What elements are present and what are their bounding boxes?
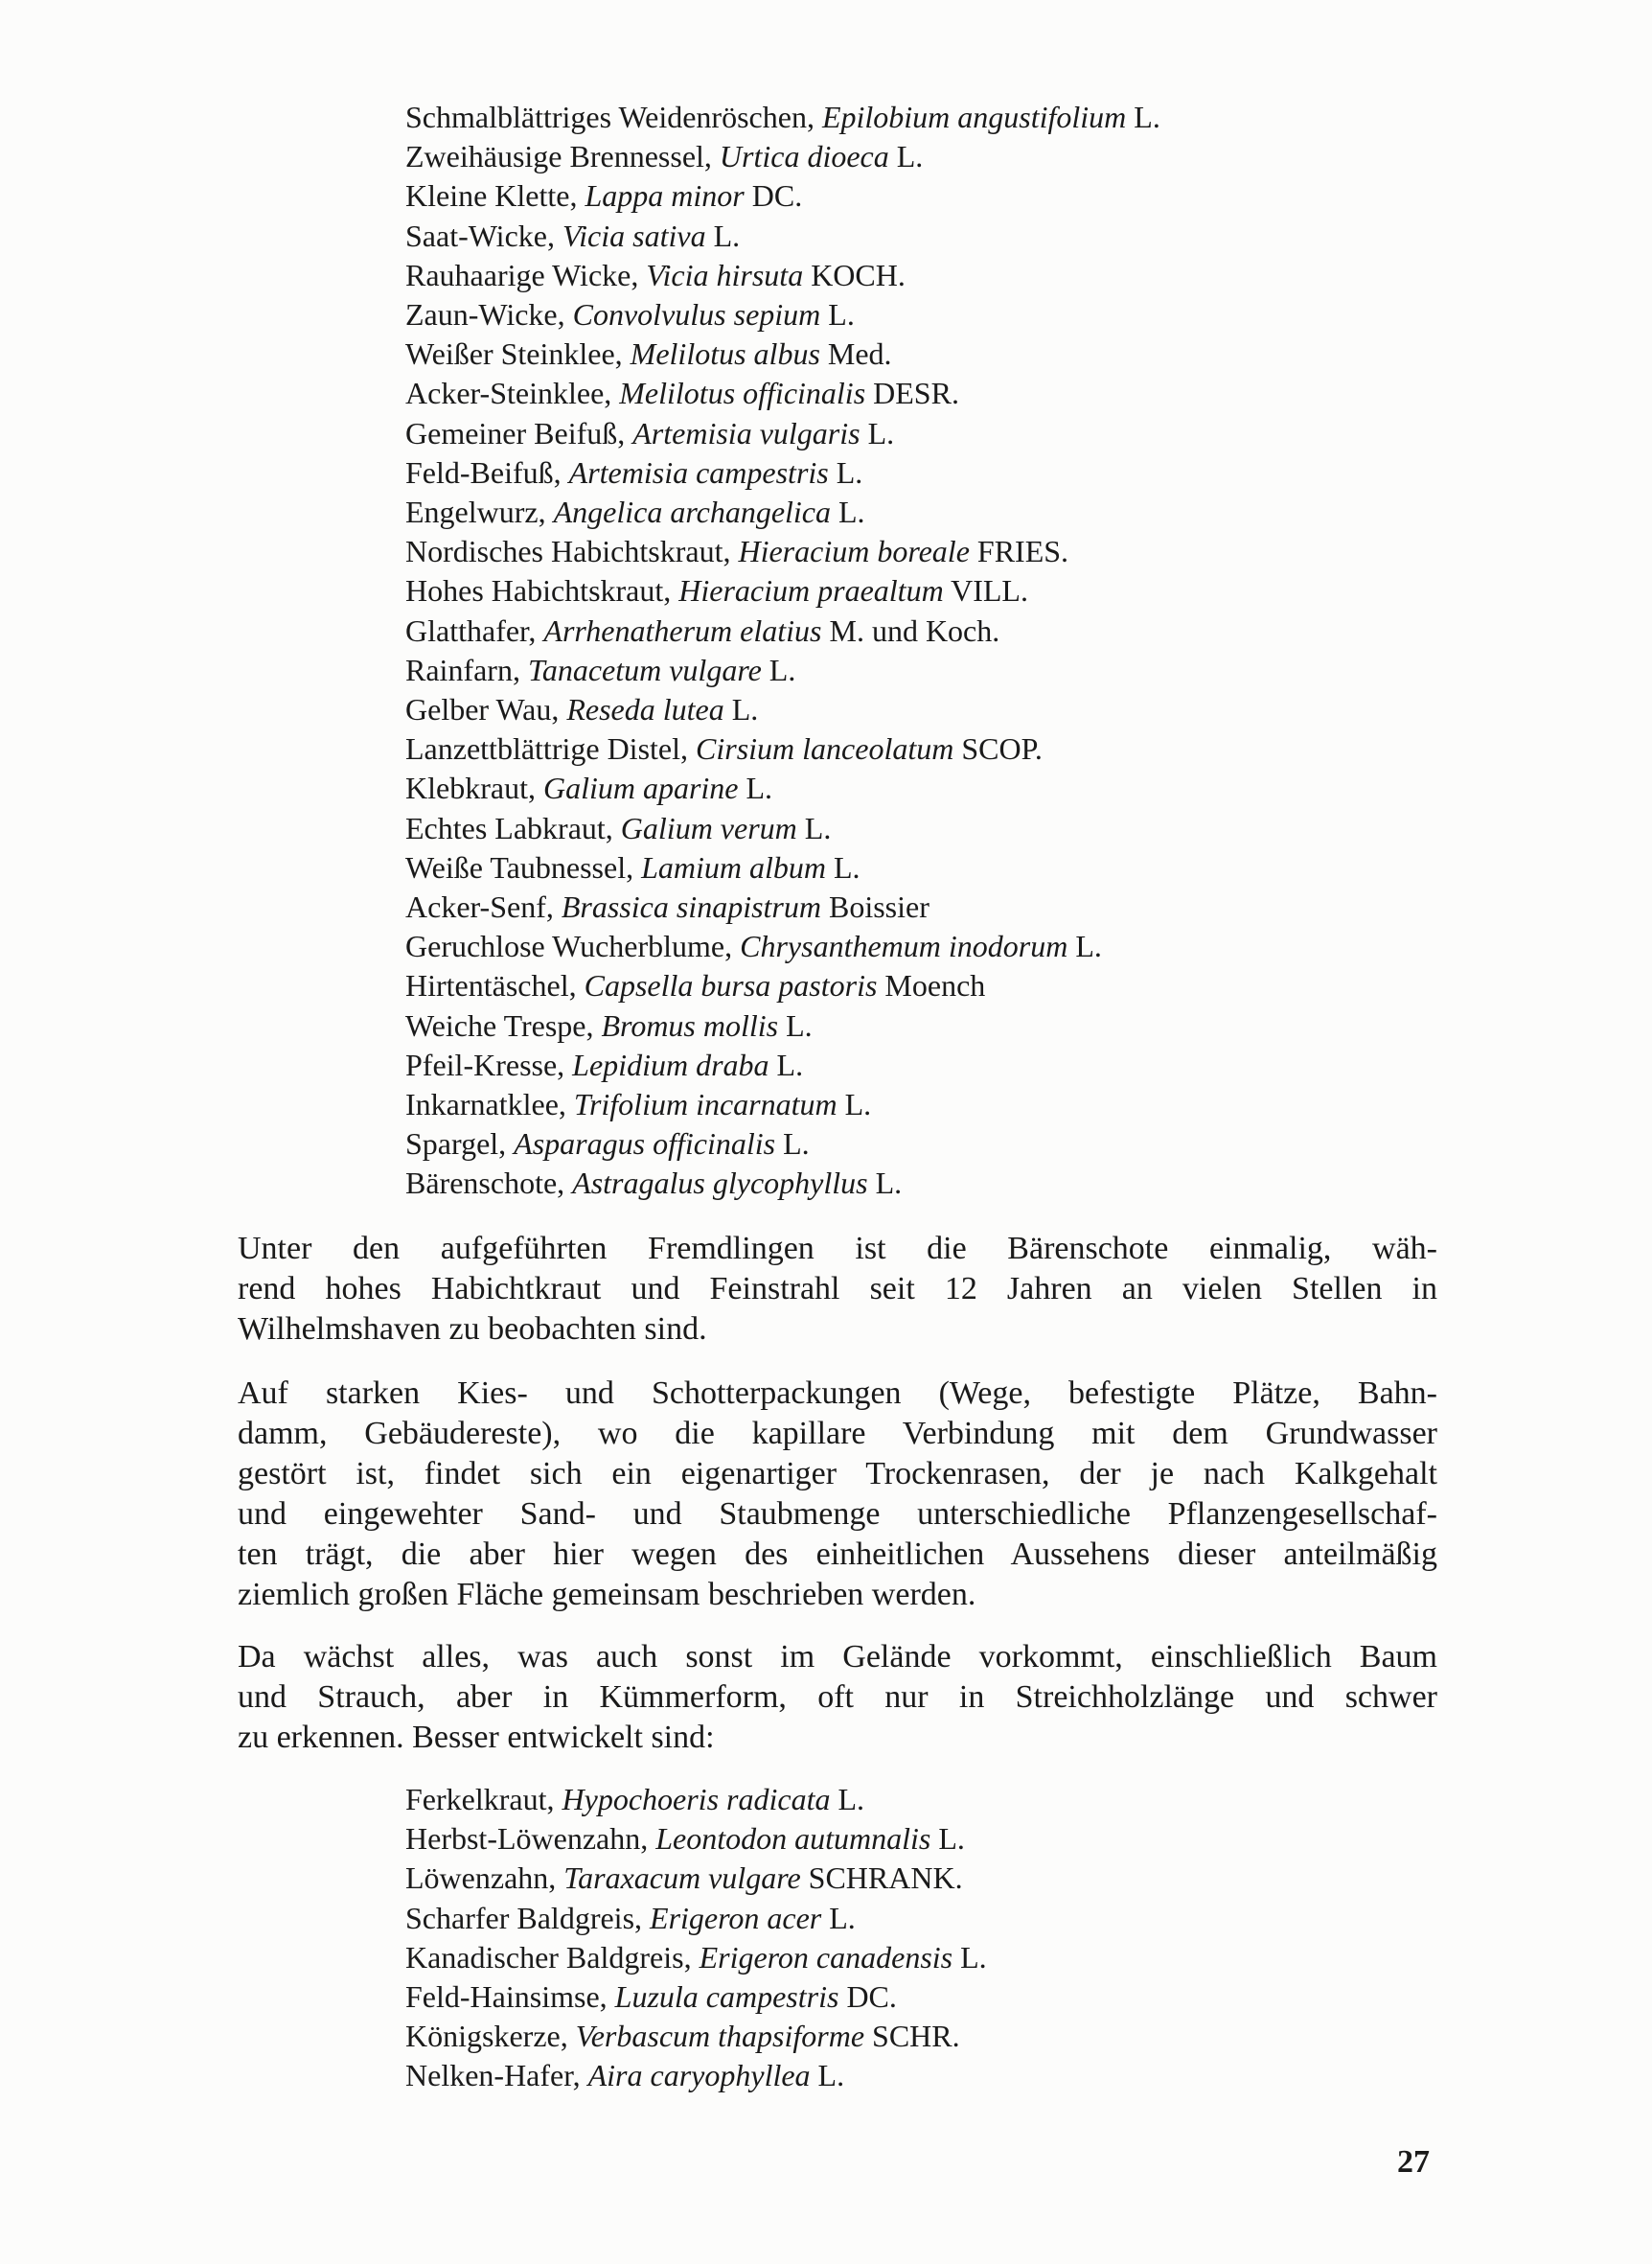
common-name: Kanadischer Baldgreis,	[405, 1939, 692, 1975]
scientific-name: Reseda lutea	[566, 692, 724, 728]
scientific-name: Hieracium praealtum	[678, 573, 944, 609]
text-line: Auf starken Kies- und Schotterpackungen (Wege, befestigte Plätze, Bahn-	[238, 1375, 1437, 1411]
species-entry	[405, 1819, 1459, 1859]
species-entry	[405, 848, 1459, 888]
scientific-name: Angelica archangelica	[553, 495, 831, 530]
paragraph-1	[238, 1229, 1437, 1350]
common-name: Geruchlose Wucherblume,	[405, 929, 733, 964]
author-abbreviation: L.	[769, 652, 796, 687]
common-name: Zweihäusige Brennessel,	[405, 139, 712, 174]
common-name: Herbst-Löwenzahn,	[405, 1821, 649, 1857]
author-abbreviation: L.	[938, 1821, 965, 1857]
scientific-name: Hypochoeris radicata	[562, 1782, 831, 1816]
scientific-name: Lamium album	[641, 849, 826, 885]
author-abbreviation: L.	[867, 415, 895, 450]
text-line: damm, Gebäudereste), wo die kapillare Verbindung mit dem Grundwasser	[238, 1416, 1437, 1451]
species-entry	[405, 966, 1459, 1005]
common-name: Schmalblättriges Weidenröschen,	[405, 100, 815, 134]
author-abbreviation: L.	[828, 297, 855, 333]
species-entry	[405, 1938, 1459, 1977]
common-name: Weiche Trespe,	[405, 1007, 594, 1043]
common-name: Kleine Klette,	[405, 178, 578, 214]
text-line: und Strauch, aber in Kümmerform, oft nur in Streichholzlänge und schwer	[238, 1679, 1437, 1715]
author-abbreviation: DC.	[846, 1979, 897, 2015]
author-abbreviation: SCOP.	[961, 731, 1043, 767]
common-name: Engelwurz,	[405, 495, 546, 530]
common-name: Hohes Habichtskraut,	[405, 573, 672, 609]
author-abbreviation: L.	[783, 1126, 810, 1162]
text-line: und eingewehter Sand- und Staubmenge unterschiedliche Pflanzengesellschaf-	[238, 1496, 1437, 1532]
common-name: Scharfer Baldgreis,	[405, 1900, 643, 1935]
scientific-name: Brassica sinapistrum	[561, 889, 821, 925]
species-entry	[405, 217, 1459, 256]
scientific-name: Verbascum thapsiforme	[575, 2019, 865, 2054]
scientific-name: Asparagus officinalis	[514, 1126, 776, 1162]
author-abbreviation: FRIES.	[976, 534, 1069, 569]
scientific-name: Urtica dioeca	[719, 139, 889, 174]
common-name: Weiße Taubnessel,	[405, 849, 634, 885]
species-entry	[405, 1780, 1459, 1819]
common-name: Pfeil-Kresse,	[405, 1047, 565, 1082]
paragraph-3	[238, 1637, 1437, 1758]
author-abbreviation: L.	[875, 1166, 903, 1201]
author-abbreviation: SCHR.	[872, 2019, 960, 2054]
common-name: Klebkraut,	[405, 771, 536, 806]
author-abbreviation: VILL.	[951, 573, 1028, 609]
text-line: Unter den aufgeführten Fremdlingen ist die Bärenschote einmalig, wäh-	[238, 1231, 1437, 1266]
scientific-name: Lepidium draba	[572, 1047, 769, 1082]
author-abbreviation: L.	[829, 1900, 856, 1935]
author-abbreviation: L.	[731, 692, 759, 728]
author-abbreviation: DC.	[751, 178, 803, 214]
species-entry	[405, 176, 1459, 216]
author-abbreviation: L.	[838, 495, 865, 530]
scientific-name: Erigeron canadensis	[699, 1939, 953, 1975]
species-entry	[405, 98, 1459, 137]
species-entry	[405, 1859, 1459, 1898]
species-entry	[405, 612, 1459, 651]
species-entry	[405, 1085, 1459, 1124]
author-abbreviation: DESR.	[873, 376, 959, 411]
scientific-name: Artemisia campestris	[568, 454, 829, 490]
common-name: Feld-Hainsimse,	[405, 1979, 608, 2015]
author-abbreviation: L.	[776, 1047, 804, 1082]
scientific-name: Luzula campestris	[614, 1979, 839, 2015]
author-abbreviation: Med.	[827, 336, 892, 372]
author-abbreviation: L.	[844, 1087, 872, 1122]
author-abbreviation: Boissier	[828, 889, 929, 925]
species-entry	[405, 1977, 1459, 2017]
common-name: Echtes Labkraut,	[405, 810, 613, 845]
author-abbreviation: L.	[1075, 929, 1102, 964]
author-abbreviation: L.	[817, 2058, 845, 2093]
common-name: Ferkelkraut,	[405, 1782, 555, 1816]
common-name: Weißer Steinklee,	[405, 336, 623, 372]
scientific-name: Leontodon autumnalis	[655, 1821, 931, 1857]
author-abbreviation: L.	[836, 454, 863, 490]
text-line: Wilhelmshaven zu beobachten sind.	[238, 1311, 707, 1347]
scientific-name: Epilobium angustifolium	[821, 100, 1127, 134]
species-entry	[405, 1124, 1459, 1164]
common-name: Lanzettblättrige Distel,	[405, 731, 688, 767]
scientific-name: Bromus mollis	[601, 1007, 779, 1043]
scientific-name: Taraxacum vulgare	[563, 1860, 801, 1896]
scientific-name: Tanacetum vulgare	[527, 652, 762, 687]
species-entry	[405, 335, 1459, 374]
scientific-name: Cirsium lanceolatum	[696, 731, 954, 767]
scientific-name: Artemisia vulgaris	[632, 415, 860, 450]
species-entry	[405, 927, 1459, 966]
paragraph-2	[238, 1374, 1437, 1615]
scientific-name: Arrhenatherum elatius	[543, 612, 822, 648]
species-entry	[405, 690, 1459, 729]
author-abbreviation: L.	[833, 849, 860, 885]
common-name: Gemeiner Beifuß,	[405, 415, 626, 450]
author-abbreviation: L.	[837, 1782, 864, 1816]
text-line: rend hohes Habichtkraut und Feinstrahl seit 12 Jahren an vielen Stellen in	[238, 1271, 1437, 1306]
text-line: zu erkennen. Besser entwickelt sind:	[238, 1720, 715, 1755]
species-entry	[405, 532, 1459, 571]
common-name: Nelken-Hafer,	[405, 2058, 581, 2093]
scientific-name: Capsella bursa pastoris	[584, 968, 878, 1004]
scientific-name: Chrysanthemum inodorum	[740, 929, 1068, 964]
species-entry	[405, 809, 1459, 848]
common-name: Spargel,	[405, 1126, 507, 1162]
common-name: Nordisches Habichtskraut,	[405, 534, 731, 569]
author-abbreviation: L.	[960, 1939, 987, 1975]
author-abbreviation: L.	[713, 218, 741, 253]
common-name: Feld-Beifuß,	[405, 454, 562, 490]
common-name: Inkarnatklee,	[405, 1087, 566, 1122]
common-name: Rauhaarige Wicke,	[405, 257, 639, 292]
species-entry	[405, 2017, 1459, 2056]
scientific-name: Galium verum	[620, 810, 797, 845]
species-entry	[405, 374, 1459, 413]
species-entry	[405, 769, 1459, 808]
text-line: Da wächst alles, was auch sonst im Gelände vorkommt, einschließlich Baum	[238, 1639, 1437, 1675]
author-abbreviation: M. und Koch.	[829, 612, 1000, 648]
common-name: Acker-Senf,	[405, 889, 554, 925]
scientific-name: Galium aparine	[542, 771, 739, 806]
scientific-name: Hieracium boreale	[738, 534, 970, 569]
author-abbreviation: L.	[804, 810, 832, 845]
species-entry	[405, 137, 1459, 176]
scientific-name: Aira caryophyllea	[587, 2058, 811, 2093]
species-entry	[405, 1006, 1459, 1046]
text-line: gestört ist, findet sich ein eigenartiger Trockenrasen, der je nach Kalkgehalt	[238, 1456, 1437, 1491]
text-line: ziemlich großen Fläche gemeinsam beschrieben werden.	[238, 1577, 976, 1612]
scientific-name: Astragalus glycophyllus	[572, 1166, 868, 1201]
scientific-name: Vicia sativa	[562, 218, 706, 253]
author-abbreviation: L.	[1134, 100, 1160, 134]
common-name: Glatthafer,	[405, 612, 537, 648]
author-abbreviation: SCHRANK.	[808, 1860, 963, 1896]
species-entry	[405, 256, 1459, 295]
scientific-name: Lappa minor	[585, 178, 745, 214]
scientific-name: Erigeron acer	[650, 1900, 822, 1935]
common-name: Königskerze,	[405, 2019, 568, 2054]
common-name: Löwenzahn,	[405, 1860, 557, 1896]
species-entry	[405, 2056, 1459, 2095]
species-entry	[405, 1164, 1459, 1203]
species-list-1	[405, 98, 1459, 1204]
species-entry	[405, 414, 1459, 453]
author-abbreviation: L.	[896, 139, 924, 174]
scientific-name: Trifolium incarnatum	[573, 1087, 837, 1122]
common-name: Saat-Wicke,	[405, 218, 555, 253]
species-entry	[405, 888, 1459, 927]
scientific-name: Vicia hirsuta	[646, 257, 804, 292]
page-number: 27	[1397, 2144, 1430, 2180]
common-name: Bärenschote,	[405, 1166, 565, 1201]
common-name: Gelber Wau,	[405, 692, 560, 728]
author-abbreviation: Moench	[884, 968, 986, 1004]
species-entry	[405, 453, 1459, 493]
species-entry	[405, 493, 1459, 532]
species-entry	[405, 295, 1459, 335]
species-entry	[405, 651, 1459, 690]
author-abbreviation: L.	[786, 1007, 813, 1043]
species-entry	[405, 571, 1459, 611]
species-list-2	[405, 1780, 1459, 2096]
text-line: ten trägt, die aber hier wegen des einheitlichen Aussehens dieser anteilmäßig	[238, 1536, 1437, 1572]
common-name: Hirtentäschel,	[405, 968, 577, 1004]
species-entry	[405, 1899, 1459, 1938]
scientific-name: Melilotus officinalis	[619, 376, 866, 411]
common-name: Acker-Steinklee,	[405, 376, 612, 411]
common-name: Rainfarn,	[405, 652, 520, 687]
common-name: Zaun-Wicke,	[405, 297, 565, 333]
species-entry	[405, 729, 1459, 769]
scientific-name: Convolvulus sepium	[572, 297, 821, 333]
author-abbreviation: KOCH.	[811, 257, 906, 292]
scientific-name: Melilotus albus	[630, 336, 820, 372]
species-entry	[405, 1046, 1459, 1085]
author-abbreviation: L.	[746, 771, 773, 806]
